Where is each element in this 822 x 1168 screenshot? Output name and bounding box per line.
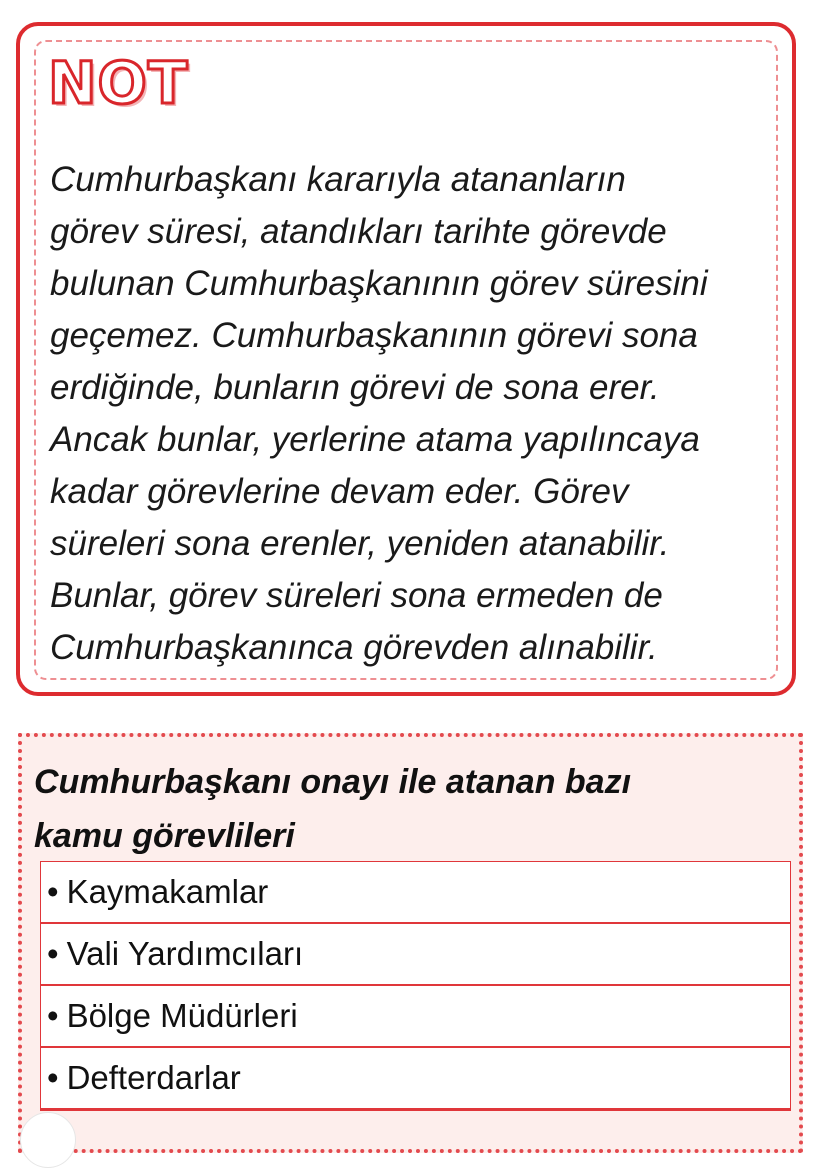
list-item [41, 924, 790, 986]
officials-list [40, 861, 791, 1111]
note-line: süreleri sona erenler, yeniden atanabilir. [50, 524, 670, 563]
officials-heading-line: kamu görevlileri [34, 817, 295, 855]
bullet: • [47, 873, 59, 910]
note-box [16, 22, 796, 696]
bullet: • [47, 1059, 59, 1096]
note-text [50, 154, 770, 674]
list-item [41, 862, 790, 924]
note-title: NOT [48, 49, 189, 117]
note-line: görev süresi, atandıkları tarihte görevde [50, 212, 667, 251]
officials-box [18, 733, 803, 1153]
decorative-circle [20, 1112, 76, 1168]
list-item-label: Defterdarlar [66, 1059, 241, 1096]
officials-heading [34, 755, 631, 863]
list-item-label: Bölge Müdürleri [66, 997, 298, 1034]
note-line: Bunlar, görev süreleri sona ermeden de [50, 576, 663, 615]
note-line: geçemez. Cumhurbaşkanının görevi sona [50, 316, 698, 355]
list-item-label: Kaymakamlar [66, 873, 269, 910]
note-line: Cumhurbaşkanı kararıyla atananların [50, 160, 626, 199]
note-line: bulunan Cumhurbaşkanının görev süresini [50, 264, 708, 303]
list-item [41, 986, 790, 1048]
note-line: Cumhurbaşkanınca görevden alınabilir. [50, 628, 658, 667]
note-line: kadar görevlerine devam eder. Görev [50, 472, 629, 511]
note-line: erdiğinde, bunların görevi de sona erer. [50, 368, 660, 407]
bullet: • [47, 997, 59, 1034]
list-item-label: Vali Yardımcıları [66, 935, 304, 972]
list-item [41, 1048, 790, 1110]
officials-heading-line: Cumhurbaşkanı onayı ile atanan bazı [34, 763, 632, 801]
note-line: Ancak bunlar, yerlerine atama yapılıncaya [50, 420, 700, 459]
bullet: • [47, 935, 59, 972]
